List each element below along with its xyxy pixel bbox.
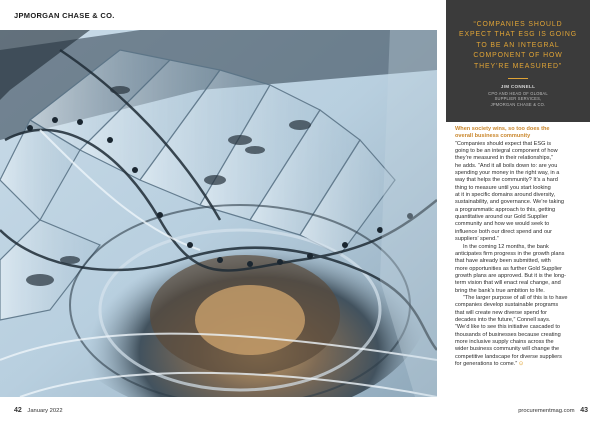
role-line: CPO AND HEAD OF GLOBAL: [488, 91, 548, 96]
text-line: going to be an integral component of how: [455, 148, 558, 155]
page-number-left: 42: [14, 407, 22, 414]
text-line: he adds. “And it all boils down to: are you: [455, 162, 558, 169]
text-line: growth plans are approved. But it is the long-: [455, 272, 567, 279]
text-line: term vision that will enact real change, and: [455, 280, 561, 287]
quote-divider: [508, 78, 528, 79]
quote-attribution-name: JIM CONNELL: [500, 84, 536, 89]
text-line: spending your money in the right way, in a: [455, 170, 560, 177]
text-line: companies develop sustainable programs: [455, 302, 559, 309]
text-line: they’re measured in their relationships,”: [455, 155, 553, 162]
text-line: for generations to come.”: [455, 361, 518, 367]
end-of-article-icon: ⊙: [518, 361, 524, 367]
page-number-right: 43: [580, 407, 588, 414]
subheading-line: overall business community: [455, 133, 531, 140]
text-line: sustainability, and governance. We’re taking: [455, 199, 564, 206]
text-line: wider business community will change the: [455, 346, 560, 353]
text-line: suppliers’ spend.”: [455, 236, 499, 243]
spiral-staircase-photo: [0, 30, 437, 397]
pull-quote-panel: [446, 0, 590, 122]
text-line: more opportunities as further Gold Supplier: [455, 265, 562, 272]
pull-quote: “COMPANIES SHOULD EXPECT THAT ESG IS GOING TO BE AN INTEGRAL COMPONENT OF HOW THEY’RE MEASURED”: [459, 21, 577, 70]
subheading-line: When society wins, so too does the: [455, 126, 550, 132]
text-line: “We’d like to see this initiative cascaded to: [455, 324, 560, 331]
text-line: “Companies should expect that ESG is: [455, 140, 552, 147]
text-line: anticipates firm progress in the growth plans: [455, 250, 565, 257]
paragraph-1: [455, 141, 587, 244]
text-line: a programmatic approach to this, getting: [455, 206, 556, 213]
text-line: that have already been submitted, with: [455, 258, 551, 265]
role-line: JPMORGAN CHASE & CO.: [490, 101, 546, 107]
text-line: quantitative around our Gold Supplier: [455, 214, 548, 221]
paragraph-3: [455, 295, 587, 368]
text-line: that will create new diverse spend for: [455, 309, 548, 316]
text-line: decades into the future,” Connell says.: [455, 316, 551, 323]
text-line: thousands of businesses because creating: [455, 331, 561, 338]
footer-right: [518, 407, 588, 414]
text-line: In the coming 12 months, the bank: [463, 243, 549, 250]
website-url: procurementmag.com: [518, 408, 575, 414]
article-body: [455, 126, 587, 368]
text-line: more inclusive supply chains across the: [455, 338, 554, 345]
text-line: influence both our direct spend and our: [455, 228, 553, 235]
issue-date: January 2022: [27, 408, 63, 414]
text-line: community and how we would seek to: [455, 221, 550, 228]
text-line: at it in specific domains around diversity,: [455, 192, 556, 199]
text-line: “The larger purpose of all of this is to have: [463, 294, 568, 301]
text-line: thing to measure until you start looking: [455, 184, 551, 191]
text-line: way that helps the community? It’s a hard: [455, 177, 558, 184]
footer-left: [14, 407, 63, 414]
brand-header: JPMORGAN CHASE & CO.: [14, 11, 115, 20]
quote-attribution-role: [458, 91, 578, 107]
text-line: bring the bank’s true ambition to life.: [455, 287, 545, 294]
text-line: competitive landscape for diverse suppliers: [455, 353, 562, 360]
paragraph-2: [455, 244, 587, 295]
section-subheading: [455, 126, 587, 141]
role-line: SUPPLIER SERVICES,: [494, 96, 542, 102]
